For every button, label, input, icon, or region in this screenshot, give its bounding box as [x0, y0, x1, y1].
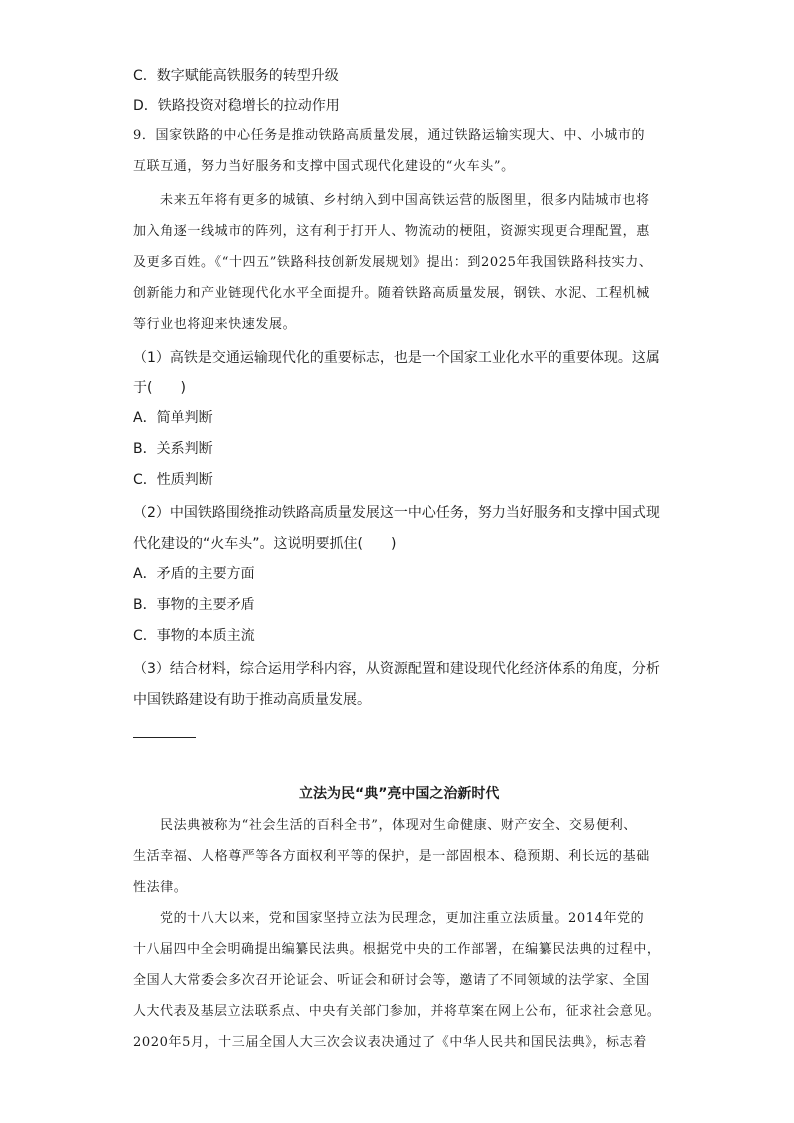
- section-divider: [133, 737, 196, 738]
- q9-sub2-option-b: B．事物的主要矛盾: [133, 597, 255, 613]
- q9-sub2-option-a: A．矛盾的主要方面: [133, 566, 255, 582]
- q9-sub2-stem-line-2: 代化建设的“火车头”。这说明要抓住( ): [133, 536, 397, 552]
- article-para2-line-1: 党的十八大以来，党和国家坚持立法为民理念，更加注重立法质量。2014年党的: [160, 911, 645, 926]
- q9-sub3-stem-line-1: （3）结合材料，综合运用学科内容，从资源配置和建设现代化经济体系的角度，分析: [133, 661, 660, 677]
- q8-option-c: C．数字赋能高铁服务的转型升级: [133, 68, 339, 84]
- q9-sub2-stem-line-1: （2）中国铁路围绕推动铁路高质量发展这一中心任务，努力当好服务和支撑中国式现: [133, 505, 660, 521]
- q9-sub1-stem-line-2: 于( ): [133, 380, 186, 396]
- article-para2-line-3: 全国人大常委会多次召开论证会、听证会和研讨会等，邀请了不同领域的法学家、全国: [133, 973, 650, 988]
- q9-sub1-option-b: B．关系判断: [133, 441, 213, 457]
- q9-stem-line-1: 9．国家铁路的中心任务是推动铁路高质量发展，通过铁路运输实现大、中、小城市的: [133, 128, 646, 143]
- article-title: 立法为民“典”亮中国之治新时代: [299, 786, 500, 802]
- q8-option-d: D．铁路投资对稳增长的拉动作用: [133, 98, 340, 114]
- article-para2-line-2: 十八届四中全会明确提出编纂民法典。根据党中央的工作部署，在编纂民法典的过程中，: [133, 942, 661, 957]
- q9-sub2-option-c: C．事物的本质主流: [133, 628, 255, 644]
- q9-sub1-option-a: A．简单判断: [133, 410, 213, 426]
- q9-stem-line-2: 互联互通，努力当好服务和支撑中国式现代化建设的“火车头”。: [133, 159, 515, 174]
- q9-sub1-stem-line-1: （1）高铁是交通运输现代化的重要标志，也是一个国家工业化水平的重要体现。这属: [133, 350, 660, 366]
- q9-material-line-1: 未来五年将有更多的城镇、乡村纳入到中国高铁运营的版图里，很多内陆城市也将: [160, 193, 650, 208]
- article-para1-line-3: 性法律。: [133, 880, 188, 895]
- q9-sub1-option-c: C．性质判断: [133, 472, 213, 488]
- q9-material-line-5: 等行业也将迎来快速发展。: [133, 317, 297, 332]
- q9-material-line-3: 及更多百姓。《“十四五”铁路科技创新发展规划》提出：到2025年我国铁路科技实力、: [133, 255, 653, 270]
- article-para1-line-1: 民法典被称为“社会生活的百科全书”，体现对生命健康、财产安全、交易便利、: [160, 818, 637, 833]
- article-para2-line-4: 人大代表及基层立法联系点、中央有关部门参加，并将草案在网上公布，征求社会意见。: [133, 1004, 661, 1019]
- q9-material-line-4: 创新能力和产业链现代化水平全面提升。随着铁路高质量发展，钢铁、水泥、工程机械: [133, 286, 650, 301]
- q9-material-line-2: 加入角逐一线城市的阵列，这有利于打开人、物流动的梗阻，资源实现更合理配置，惠: [133, 224, 650, 239]
- article-para2-line-5: 2020年5月，十三届全国人大三次会议表决通过了《中华人民共和国民法典》，标志着: [133, 1035, 647, 1050]
- q9-sub3-stem-line-2: 中国铁路建设有助于推动高质量发展。: [133, 692, 371, 708]
- article-para1-line-2: 生活幸福、人格尊严等各方面权利平等的保护，是一部固根本、稳预期、利长远的基础: [133, 849, 650, 864]
